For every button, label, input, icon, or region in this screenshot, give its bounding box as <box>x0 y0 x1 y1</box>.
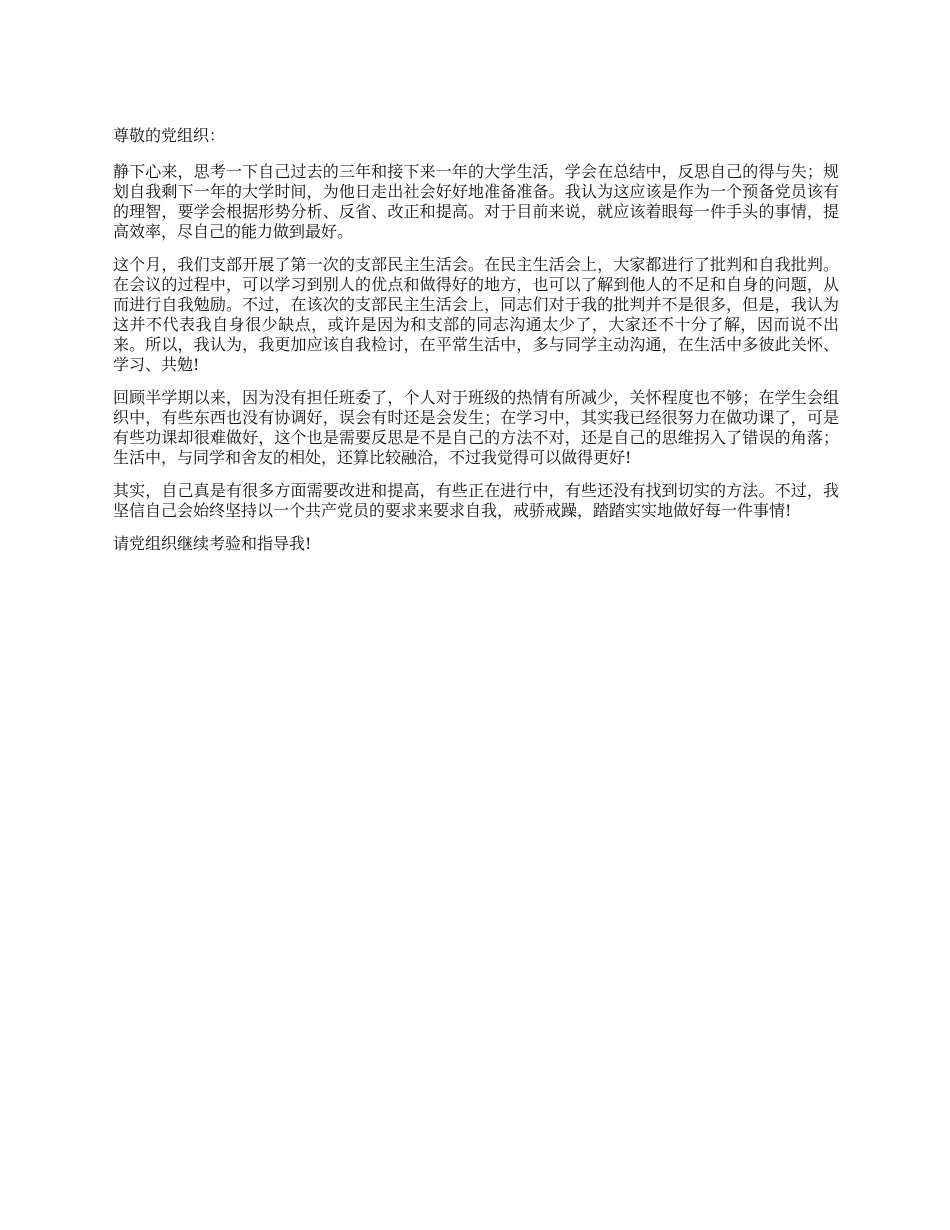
paragraph-1: 静下心来，思考一下自己过去的三年和接下来一年的大学生活，学会在总结中，反思自己的得与失；规划自我剩下一年的大学时间，为他日走出社会好好地准备准备。我认为这应该是作为一个预备党员该有的理智，要学会根据形势分析、反省、改正和提高。对于目前来说，就应该着眼每一件手头的事情，提高效率，尽自己的能力做到最好。 <box>113 162 839 241</box>
paragraph-4: 其实，自己真是有很多方面需要改进和提高，有些正在进行中，有些还没有找到切实的方法。不过，我坚信自己会始终坚持以一个共产党员的要求来要求自我，戒骄戒躁，踏踏实实地做好每一件事情! <box>113 481 839 520</box>
salutation: 尊敬的党组织： <box>113 126 226 145</box>
paragraph-2: 这个月，我们支部开展了第一次的支部民主生活会。在民主生活会上，大家都进行了批判和自我批判。在会议的过程中，可以学习到别人的优点和做得好的地方，也可以了解到他人的不足和自身的问题，从而进行自我勉励。不过，在该次的支部民主生活会上，同志们对于我的批判并不是很多，但是，我认为这并不代表我自身很少缺点，或许是因为和支部的同志沟通太少了，大家还不十分了解，因而说不出来。所以，我认为，我更加应该自我检讨，在平常生活中，多与同学主动沟通，在生活中多彼此关怀、学习、共勉! <box>113 255 839 374</box>
paragraph-3: 回顾半学期以来，因为没有担任班委了，个人对于班级的热情有所减少，关怀程度也不够；在学生会组织中，有些东西也没有协调好，误会有时还是会发生；在学习中，其实我已经很努力在做功课了，可是有些功课却很难做好，这个也是需要反思是不是自己的方法不对，还是自己的思维拐入了错误的角落；生活中，与同学和舍友的相处，还算比较融洽，不过我觉得可以做得更好! <box>113 388 839 467</box>
letter-page <box>113 126 839 554</box>
closing-line: 请党组织继续考验和指导我! <box>113 534 312 553</box>
